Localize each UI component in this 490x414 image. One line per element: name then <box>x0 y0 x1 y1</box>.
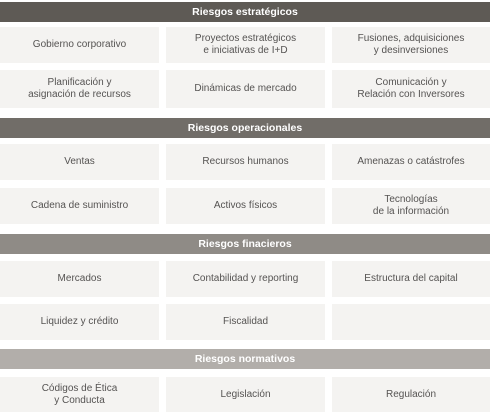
risk-item-fusiones-adquisiciones-y-desinversiones: Fusiones, adquisiciones y desinversiones <box>332 27 490 63</box>
risk-item-estructura-del-capital: Estructura del capital <box>332 261 490 297</box>
risk-item-contabilidad-y-reporting: Contabilidad y reporting <box>166 261 325 297</box>
risk-item-ventas: Ventas <box>0 144 159 180</box>
section-header-riesgos-estrategicos: Riesgos estratégicos <box>0 2 490 22</box>
risk-item-planificacion-y-asignacion-de-recursos: Planificación y asignación de recursos <box>0 70 159 108</box>
risk-item-mercados: Mercados <box>0 261 159 297</box>
risk-item-proyectos-estrategicos-e-iniciativas-de-i-d: Proyectos estratégicos e iniciativas de I+D <box>166 27 325 63</box>
risk-item-dinamicas-de-mercado: Dinámicas de mercado <box>166 70 325 108</box>
risk-item-gobierno-corporativo: Gobierno corporativo <box>0 27 159 63</box>
risk-item-tecnologias-de-la-informacion: Tecnologías de la información <box>332 188 490 224</box>
risk-item-liquidez-y-credito: Liquidez y crédito <box>0 304 159 340</box>
risk-item-amenazas-o-catastrofes: Amenazas o catástrofes <box>332 144 490 180</box>
risk-item-legislacion: Legislación <box>166 377 325 412</box>
section-header-riesgos-operacionales: Riesgos operacionales <box>0 118 490 138</box>
risk-item-cadena-de-suministro: Cadena de suministro <box>0 188 159 224</box>
risk-item-empty <box>332 304 490 340</box>
risk-item-regulacion: Regulación <box>332 377 490 412</box>
risk-item-recursos-humanos: Recursos humanos <box>166 144 325 180</box>
section-header-riesgos-finacieros: Riesgos finacieros <box>0 234 490 254</box>
risk-item-activos-fisicos: Activos físicos <box>166 188 325 224</box>
risk-item-codigos-de-etica-y-conducta: Códigos de Ética y Conducta <box>0 377 159 412</box>
risk-item-fiscalidad: Fiscalidad <box>166 304 325 340</box>
risk-item-comunicacion-y-relacion-con-inversores: Comunicación y Relación con Inversores <box>332 70 490 108</box>
section-header-riesgos-normativos: Riesgos normativos <box>0 349 490 369</box>
